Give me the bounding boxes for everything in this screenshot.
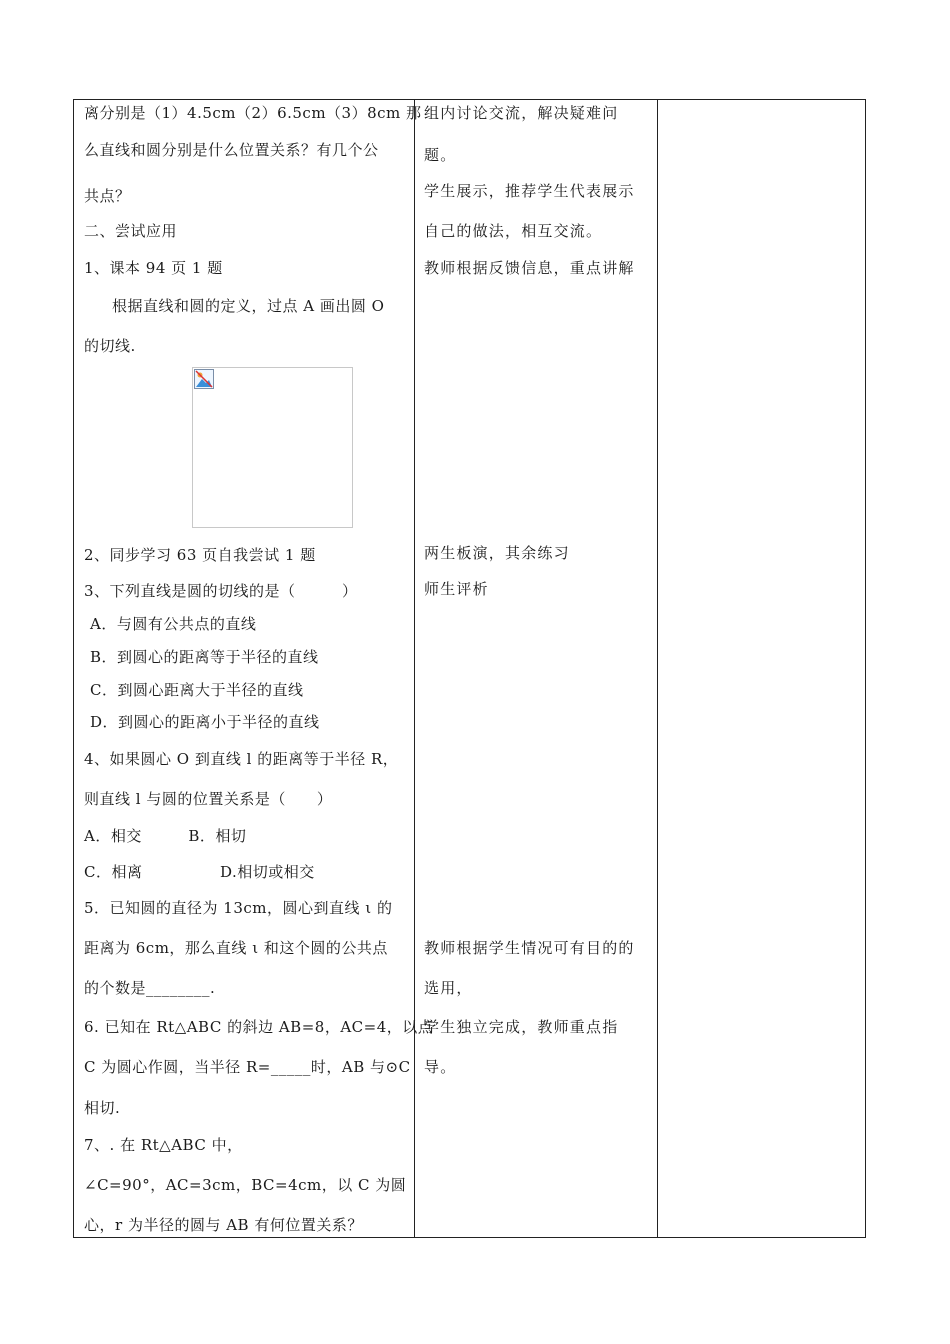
text-line: 3、下列直线是圆的切线的是（ ） [84, 582, 358, 600]
text-line: A．相交 B．相切 [84, 827, 247, 845]
text-line: ∠C=90°，AC=3cm，BC=4cm，以 C 为圆 [84, 1176, 407, 1194]
option-d: D．到圆心的距离小于半径的直线 [90, 713, 320, 731]
broken-image-icon [194, 369, 214, 389]
text-line: 1、课本 94 页 1 题 [84, 259, 223, 277]
text-line: 离分别是（1）4.5cm（2）6.5cm（3）8cm 那 [84, 104, 422, 122]
text-line: 组内讨论交流，解决疑难问 [424, 104, 619, 122]
text-line: 相切. [84, 1099, 121, 1117]
text-line: 导。 [424, 1058, 457, 1076]
right-column [658, 100, 865, 1237]
text-line: 学生展示，推荐学生代表展示 [424, 182, 635, 200]
text-line: 学生独立完成，教师重点指 [424, 1018, 619, 1036]
text-line: 7、. 在 Rt△ABC 中， [84, 1136, 243, 1154]
text-line: 6. 已知在 Rt△ABC 的斜边 AB=8，AC=4，以点 [84, 1018, 434, 1036]
option-b: B．到圆心的距离等于半径的直线 [90, 648, 319, 666]
text-line: 距离为 6cm，那么直线 ι 和这个圆的公共点 [84, 939, 388, 957]
option-a: A．与圆有公共点的直线 [90, 615, 257, 633]
text-line: 题。 [424, 146, 457, 164]
text-line: 的切线. [84, 337, 136, 355]
text-line: 自己的做法，相互交流。 [424, 222, 603, 240]
text-line: 的个数是________. [84, 979, 216, 997]
column-divider-1 [414, 100, 415, 1237]
text-line: 师生评析 [424, 580, 489, 598]
text-line: 两生板演，其余练习 [424, 544, 570, 562]
text-line: 共点？ [84, 187, 131, 205]
text-line: 根据直线和圆的定义，过点 A 画出圆 O [112, 297, 385, 315]
lesson-table [73, 99, 866, 1238]
text-line: 心，r 为半径的圆与 AB 有何位置关系？ [84, 1216, 363, 1234]
text-line: 4、如果圆心 O 到直线 l 的距离等于半径 R， [84, 750, 399, 768]
section-heading: 二、尝试应用 [84, 222, 178, 240]
option-c: C．到圆心距离大于半径的直线 [90, 681, 304, 699]
text-line: 2、同步学习 63 页自我尝试 1 题 [84, 546, 316, 564]
text-line: 则直线 l 与圆的位置关系是（ ） [84, 790, 333, 808]
text-line: C 为圆心作圆，当半径 R=_____时，AB 与⊙C [84, 1058, 411, 1076]
text-line: C．相离 D.相切或相交 [84, 863, 315, 881]
text-line: 教师根据反馈信息，重点讲解 [424, 259, 635, 277]
text-line: 5．已知圆的直径为 13cm，圆心到直线 ι 的 [84, 899, 393, 917]
text-line: 教师根据学生情况可有目的的 [424, 939, 635, 957]
text-line: 选用， [424, 979, 473, 997]
text-line: 么直线和圆分别是什么位置关系？有几个公 [84, 141, 379, 159]
figure-placeholder [192, 367, 353, 528]
